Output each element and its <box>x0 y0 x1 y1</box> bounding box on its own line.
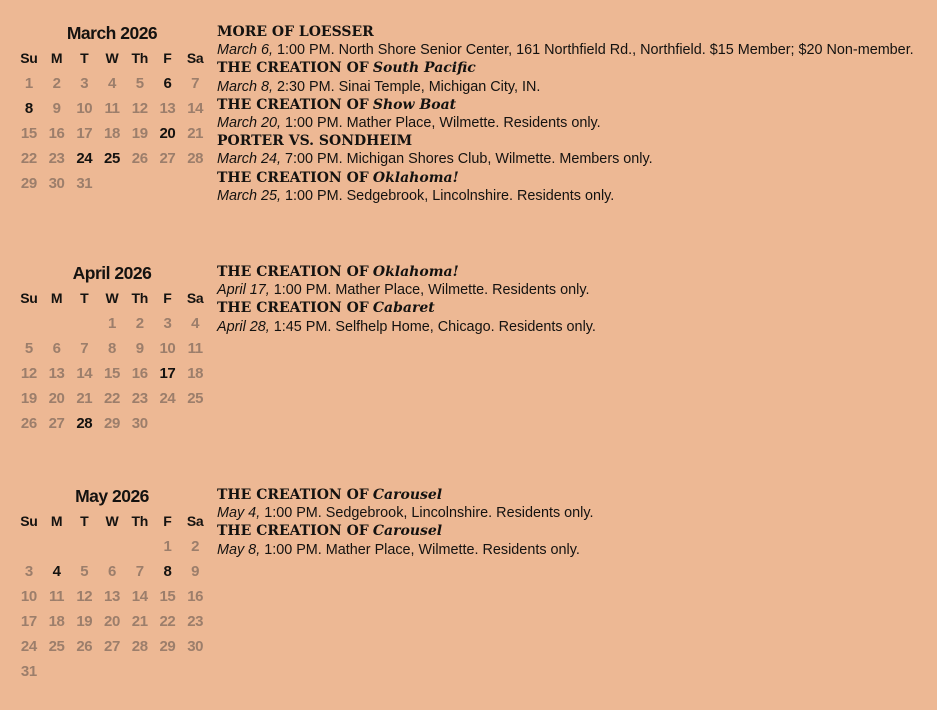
event-heading: THE CREATION OF <box>217 169 369 186</box>
weekday-header: M <box>50 50 63 66</box>
event-date: May 8, <box>217 541 261 558</box>
calendar-day: 19 <box>76 613 93 630</box>
calendar-day: 15 <box>159 588 176 605</box>
event-heading: PORTER VS. SONDHEIM <box>217 133 413 150</box>
event-heading: MORE OF LOESSER <box>217 24 374 40</box>
weekday-header: F <box>163 290 172 306</box>
calendar-day: 12 <box>131 100 148 117</box>
calendar-day: 7 <box>135 563 144 580</box>
event-title <box>217 169 929 187</box>
calendar-day: 11 <box>104 100 120 117</box>
event-date: March 6, <box>217 42 273 59</box>
event-details-line <box>217 114 929 132</box>
calendar-empty-cell <box>15 311 43 336</box>
show-title: South Pacific <box>372 60 476 77</box>
event-date: May 4, <box>217 505 261 522</box>
weekday-header: F <box>163 50 172 66</box>
calendar-day-event: 8 <box>24 100 33 117</box>
weekday-header: Su <box>20 290 38 306</box>
calendar-day: 30 <box>48 175 65 192</box>
event-date: April 17, <box>217 282 270 299</box>
event-heading: THE CREATION OF <box>217 264 369 280</box>
event-details-line <box>217 504 929 522</box>
calendar-day: 28 <box>131 638 148 655</box>
calendar-day: 2 <box>135 315 144 332</box>
calendar-day: 8 <box>108 340 116 357</box>
weekday-header: Su <box>20 50 38 66</box>
calendar-empty-cell <box>181 659 209 684</box>
calendar-day: 10 <box>159 340 176 357</box>
calendar-day: 16 <box>48 125 65 142</box>
calendar-day: 18 <box>187 365 204 382</box>
calendar-day: 23 <box>48 150 65 167</box>
calendar-empty-cell <box>70 534 98 559</box>
event-details-line <box>217 187 929 205</box>
show-title: Show Boat <box>372 96 457 113</box>
calendar-day: 24 <box>20 638 37 655</box>
event-details-line <box>217 41 929 59</box>
calendar-empty-cell <box>98 659 126 684</box>
calendar-empty-cell <box>126 659 154 684</box>
calendar-day: 29 <box>104 415 120 432</box>
calendar-day: 21 <box>76 390 93 407</box>
weekday-header: M <box>50 513 63 529</box>
calendar-day: 19 <box>20 390 37 407</box>
calendar-day: 15 <box>104 365 120 382</box>
calendar-day-event: 20 <box>159 125 176 142</box>
calendar-day: 14 <box>187 100 204 117</box>
calendar-day: 9 <box>135 340 144 357</box>
event-details-line <box>217 318 929 336</box>
calendar-day: 30 <box>131 415 148 432</box>
calendar-day: 21 <box>187 125 204 142</box>
calendar-empty-cell <box>43 659 71 684</box>
event-date: April 28, <box>217 318 270 335</box>
calendar-title: May 2026 <box>75 486 149 506</box>
event-title <box>217 96 929 114</box>
calendar-day: 6 <box>108 563 116 580</box>
event-date: March 20, <box>217 115 281 132</box>
calendar-day: 10 <box>76 100 93 117</box>
weekday-header: M <box>50 290 63 306</box>
calendar-day: 15 <box>20 125 37 142</box>
calendar-day: 17 <box>76 125 93 142</box>
calendar-day: 13 <box>48 365 65 382</box>
calendar-day: 29 <box>20 175 37 192</box>
event-item <box>217 23 929 59</box>
calendar-day: 16 <box>131 365 148 382</box>
event-date: March 25, <box>217 187 281 204</box>
weekday-header: T <box>80 50 89 66</box>
calendar-day: 9 <box>52 100 61 117</box>
calendar-day: 14 <box>131 588 148 605</box>
calendar-day: 22 <box>20 150 37 167</box>
calendar-day: 5 <box>80 563 89 580</box>
calendar-day: 1 <box>108 315 116 332</box>
mini-calendar <box>15 484 209 684</box>
event-title <box>217 299 929 317</box>
calendar-day: 6 <box>52 340 61 357</box>
calendar-day: 9 <box>191 563 200 580</box>
event-details-line <box>217 541 929 559</box>
calendar-day: 17 <box>20 613 37 630</box>
event-info: 7:00 PM. Michigan Shores Club, Wilmette. Members only. <box>285 151 653 168</box>
weekday-header: W <box>105 513 119 529</box>
calendar-empty-cell <box>98 171 126 196</box>
event-info: 1:00 PM. Sedgebrook, Lincolnshire. Residents only. <box>285 187 615 204</box>
calendar-grid <box>15 286 209 436</box>
event-info: 1:00 PM. Mather Place, Wilmette. Residents only. <box>273 282 590 299</box>
calendar-empty-cell <box>154 411 182 436</box>
calendar-day: 27 <box>159 150 176 167</box>
calendar-grid <box>15 509 209 684</box>
calendar-day: 13 <box>159 100 176 117</box>
calendar-day-event: 17 <box>159 365 176 382</box>
event-heading: THE CREATION OF <box>217 300 369 317</box>
event-title <box>217 486 929 504</box>
mini-calendar <box>15 261 209 436</box>
calendar-day: 11 <box>187 340 203 357</box>
calendar-empty-cell <box>126 171 154 196</box>
calendar-empty-cell <box>98 534 126 559</box>
calendar-day: 24 <box>159 390 176 407</box>
calendar-day: 1 <box>163 538 172 555</box>
calendar-day: 5 <box>135 75 144 92</box>
calendar-day: 20 <box>48 390 65 407</box>
calendar-day: 23 <box>131 390 148 407</box>
calendar-day: 26 <box>76 638 93 655</box>
event-info: 1:00 PM. Sedgebrook, Lincolnshire. Residents only. <box>264 505 594 522</box>
calendar-day: 25 <box>187 390 204 407</box>
calendar-empty-cell <box>154 659 182 684</box>
calendar-day: 23 <box>187 613 204 630</box>
calendar-empty-cell <box>43 311 71 336</box>
event-item <box>217 299 929 335</box>
calendar-day: 4 <box>191 315 200 332</box>
event-info: 2:30 PM. Sinai Temple, Michigan City, IN. <box>276 78 541 95</box>
calendar-empty-cell <box>154 171 182 196</box>
calendar-day: 11 <box>49 588 65 605</box>
weekday-header: Th <box>131 513 148 529</box>
calendar-day: 28 <box>187 150 204 167</box>
calendar-day: 18 <box>48 613 65 630</box>
calendar-day: 19 <box>131 125 148 142</box>
calendar-day: 3 <box>163 315 172 332</box>
calendar-empty-cell <box>70 311 98 336</box>
weekday-header: W <box>105 290 119 306</box>
calendar-empty-cell <box>181 411 209 436</box>
calendar-empty-cell <box>43 534 71 559</box>
calendar-day: 31 <box>76 175 93 192</box>
weekday-header: Th <box>131 290 148 306</box>
event-title <box>217 59 929 77</box>
event-info: 1:00 PM. Mather Place, Wilmette. Residents only. <box>285 115 601 132</box>
event-details-line <box>217 150 929 168</box>
weekday-header: Sa <box>186 513 204 529</box>
event-info: 1:00 PM. North Shore Senior Center, 161 Northfield Rd., Northfield. $15 Member; $20 Non-member. <box>276 42 914 59</box>
calendar-day: 7 <box>80 340 89 357</box>
calendar-day-event: 8 <box>163 563 172 580</box>
weekday-header: T <box>80 290 89 306</box>
calendar-day: 1 <box>24 75 33 92</box>
weekday-header: Sa <box>186 50 204 66</box>
event-list <box>217 23 929 205</box>
event-info: 1:45 PM. Selfhelp Home, Chicago. Residents only. <box>273 318 596 335</box>
event-list <box>217 263 929 336</box>
event-title <box>217 522 929 540</box>
calendar-day: 26 <box>20 415 37 432</box>
event-title <box>217 23 929 41</box>
calendar-day: 7 <box>191 75 200 92</box>
show-title: Oklahoma! <box>372 264 459 280</box>
event-info: 1:00 PM. Mather Place, Wilmette. Residents only. <box>264 541 580 558</box>
calendar-empty-cell <box>126 534 154 559</box>
event-item <box>217 132 929 168</box>
event-heading: THE CREATION OF <box>217 487 369 503</box>
calendar-day: 14 <box>76 365 93 382</box>
event-item <box>217 522 929 558</box>
calendar-day: 22 <box>104 390 120 407</box>
event-heading: THE CREATION OF <box>217 60 369 77</box>
calendar-day: 22 <box>159 613 176 630</box>
mini-calendar <box>15 21 209 196</box>
event-heading: THE CREATION OF <box>217 96 369 113</box>
calendar-day: 30 <box>187 638 204 655</box>
calendar-day: 21 <box>131 613 148 630</box>
calendar-day: 12 <box>76 588 93 605</box>
event-item <box>217 59 929 95</box>
event-title <box>217 263 929 281</box>
calendar-day: 3 <box>80 75 89 92</box>
calendar-day: 16 <box>187 588 204 605</box>
calendar-day: 26 <box>131 150 148 167</box>
calendar-day: 18 <box>104 125 120 142</box>
calendar-day: 4 <box>108 75 116 92</box>
event-date: March 8, <box>217 78 273 95</box>
calendar-day: 5 <box>24 340 33 357</box>
event-details-line <box>217 281 929 299</box>
weekday-header: F <box>163 513 172 529</box>
calendar-title: March 2026 <box>66 23 158 43</box>
calendar-day: 27 <box>104 638 120 655</box>
weekday-header: T <box>80 513 89 529</box>
event-item <box>217 169 929 205</box>
weekday-header: Su <box>20 513 38 529</box>
calendar-title: April 2026 <box>72 263 152 283</box>
calendar-day: 13 <box>104 588 120 605</box>
calendar-day: 12 <box>20 365 37 382</box>
event-date: March 24, <box>217 151 281 168</box>
event-item <box>217 96 929 132</box>
calendar-day: 20 <box>104 613 120 630</box>
weekday-header: Sa <box>186 290 204 306</box>
calendar-day: 2 <box>52 75 61 92</box>
calendar-day-event: 25 <box>104 150 120 167</box>
calendar-empty-cell <box>181 171 209 196</box>
calendar-day-event: 6 <box>163 75 172 92</box>
show-title: Oklahoma! <box>372 169 459 186</box>
calendar-empty-cell <box>15 534 43 559</box>
weekday-header: W <box>105 50 119 66</box>
calendar-grid <box>15 46 209 196</box>
event-details-line <box>217 78 929 96</box>
event-item <box>217 486 929 522</box>
calendar-day: 31 <box>20 663 37 680</box>
show-title: Cabaret <box>372 300 435 317</box>
show-title: Carousel <box>372 523 443 540</box>
calendar-day-event: 24 <box>76 150 93 167</box>
calendar-day-event: 28 <box>76 415 93 432</box>
weekday-header: Th <box>131 50 148 66</box>
calendar-day: 10 <box>20 588 37 605</box>
calendar-day: 25 <box>48 638 65 655</box>
calendar-day: 27 <box>48 415 65 432</box>
event-title <box>217 132 929 150</box>
show-title: Carousel <box>372 487 443 503</box>
calendar-day-event: 4 <box>52 563 61 580</box>
calendar-day: 2 <box>191 538 200 555</box>
event-item <box>217 263 929 299</box>
event-heading: THE CREATION OF <box>217 523 369 540</box>
calendar-day: 29 <box>159 638 176 655</box>
calendar-day: 3 <box>24 563 33 580</box>
event-list <box>217 486 929 559</box>
calendar-empty-cell <box>70 659 98 684</box>
